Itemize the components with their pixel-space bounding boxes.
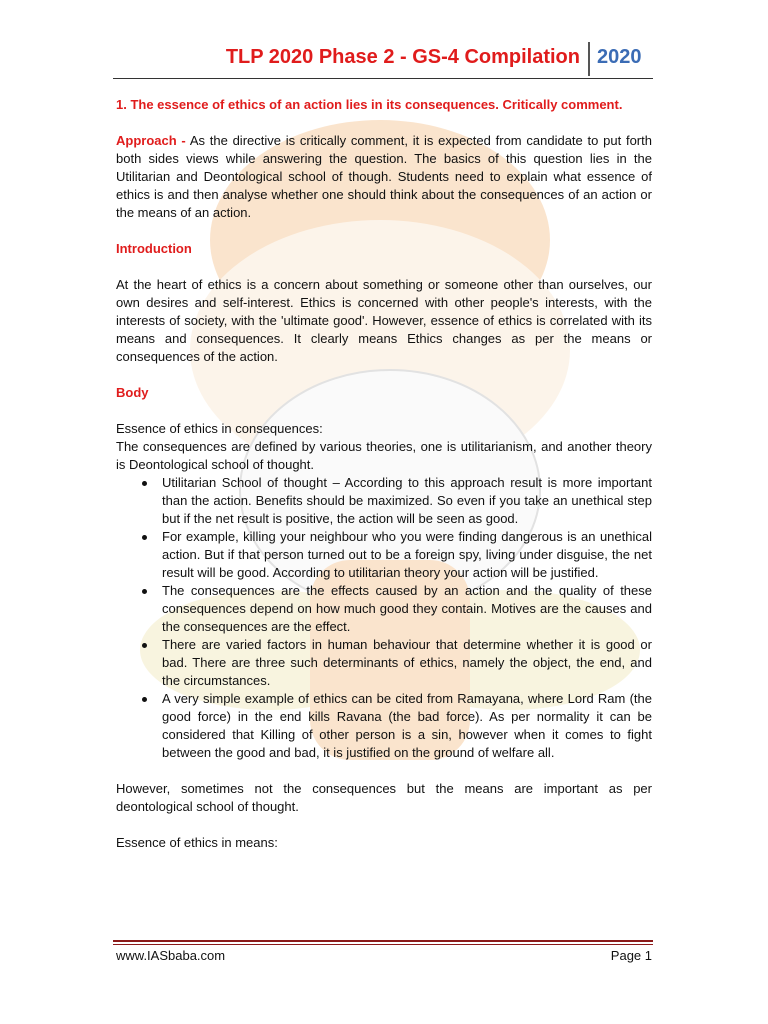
bullet-text: Utilitarian School of thought – According to this approach result is more important than the action. Benefits should be maximized. So even if you take an unethical step but if the net result is positive, the action will be seen as good. bbox=[162, 475, 652, 526]
bullet-dot-icon bbox=[142, 643, 147, 648]
footer-website: www.IASbaba.com bbox=[116, 948, 226, 963]
consequences-intro: The consequences are defined by various theories, one is utilitarianism, and another theory is Deontological school of thought. bbox=[116, 439, 652, 472]
document-year: 2020 bbox=[597, 46, 642, 68]
bullet-dot-icon bbox=[142, 589, 147, 594]
bullet-dot-icon bbox=[142, 535, 147, 540]
footer-page-number: Page 1 bbox=[610, 948, 652, 963]
introduction-heading: Introduction bbox=[116, 241, 192, 256]
approach-text: As the directive is critically comment, it is expected from candidate to put forth both sides views while answering the question. The basics of this question lies in the Utilitarian and Deontological school of though. Students need to explain what essence of ethics is and then analyse whether one should think about the consequences of an action or the means of an action. bbox=[116, 133, 652, 220]
bullet-item bbox=[116, 528, 652, 582]
bullet-item bbox=[116, 582, 652, 636]
bullet-text: For example, killing your neighbour who you were finding dangerous is an unethical action. But if that person turned out to be a foreign spy, living under disguise, the net result will be good. According to utilitarian theory your action will be justified. bbox=[162, 529, 652, 580]
introduction-paragraph: At the heart of ethics is a concern about something or someone other than ourselves, our own desires and self-interest. Ethics is concerned with other people's interests, with the interests of society, with the 'ultimate good'. However, essence of ethics is correlated with its means and consequences. It clearly means Ethics changes as per the means or consequences of the action. bbox=[116, 277, 652, 364]
bullet-dot-icon bbox=[142, 481, 147, 486]
bullet-item bbox=[116, 636, 652, 690]
bullet-text: The consequences are the effects caused by an action and the quality of these consequences depend on how much good they contain. Motives are the causes and the consequences are the effect. bbox=[162, 583, 652, 634]
however-paragraph: However, sometimes not the consequences but the means are important as per deontological school of thought. bbox=[116, 781, 652, 814]
approach-label: Approach - bbox=[116, 133, 186, 148]
bullet-text: There are varied factors in human behaviour that determine whether it is good or bad. There are three such determinants of ethics, namely the object, the end, and the circumstances. bbox=[162, 637, 652, 688]
document-title: TLP 2020 Phase 2 - GS-4 Compilation bbox=[225, 46, 580, 68]
consequences-bullet-list bbox=[116, 474, 652, 762]
header-separator bbox=[588, 42, 590, 76]
footer-rule-thin bbox=[113, 944, 653, 945]
bullet-item bbox=[116, 690, 652, 762]
bullet-text: A very simple example of ethics can be cited from Ramayana, where Lord Ram (the good force) in the end kills Ravana (the bad force). As per normality it can be considered that Killing of other person is a sin, however when it comes to fight between the good and bad, it is justified on the ground of welfare all. bbox=[162, 691, 652, 760]
document-body bbox=[116, 96, 652, 852]
consequences-subheading: Essence of ethics in consequences: bbox=[116, 421, 323, 436]
header-rule bbox=[113, 78, 653, 79]
means-subheading: Essence of ethics in means: bbox=[116, 835, 278, 850]
question-heading: 1. The essence of ethics of an action lies in its consequences. Critically comment. bbox=[116, 97, 623, 112]
approach-paragraph bbox=[116, 132, 652, 222]
bullet-dot-icon bbox=[142, 697, 147, 702]
footer-rule bbox=[113, 940, 653, 942]
bullet-item bbox=[116, 474, 652, 528]
body-heading: Body bbox=[116, 385, 149, 400]
